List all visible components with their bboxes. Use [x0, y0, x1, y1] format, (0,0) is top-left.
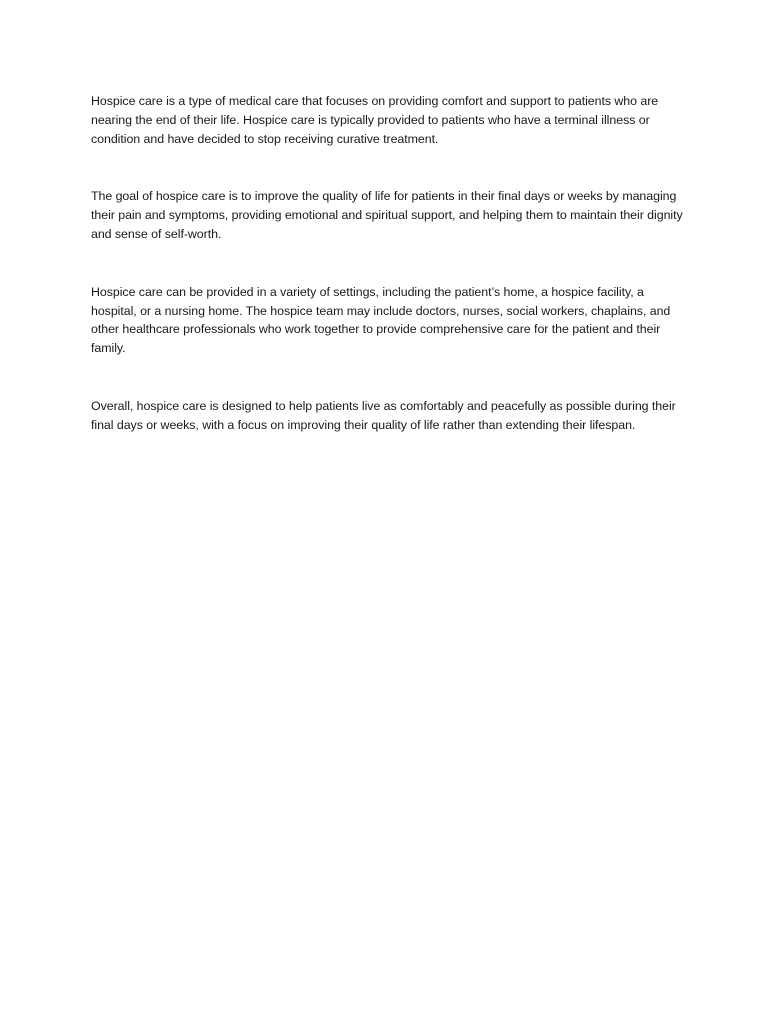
- paragraph-hospice-settings: Hospice care can be provided in a variety of settings, including the patient’s home, a hospice facility, a hospital, or a nursing home. The hospice team may include doctors, nurses, social workers, chaplains, and other healthcare professionals who work together to provide comprehensive care for the patient and their family.: [91, 284, 671, 356]
- paragraph-hospice-goal: The goal of hospice care is to improve the quality of life for patients in their final days or weeks by managing their pain and symptoms, providing emotional and spiritual support, and helping them to maintain their dignity and sense of self-worth.: [91, 189, 683, 241]
- paragraph-hospice-overall: Overall, hospice care is designed to help patients live as comfortably and peacefully as possible during their final days or weeks, with a focus on improving their quality of life rather than extending their lifespan.: [91, 398, 676, 432]
- document-body: [91, 92, 691, 474]
- paragraph-hospice-definition: Hospice care is a type of medical care that focuses on providing comfort and support to patients who are nearing the end of their life. Hospice care is typically provided to patients who have a terminal illness or condition and have decided to stop receiving curative treatment.: [91, 94, 659, 146]
